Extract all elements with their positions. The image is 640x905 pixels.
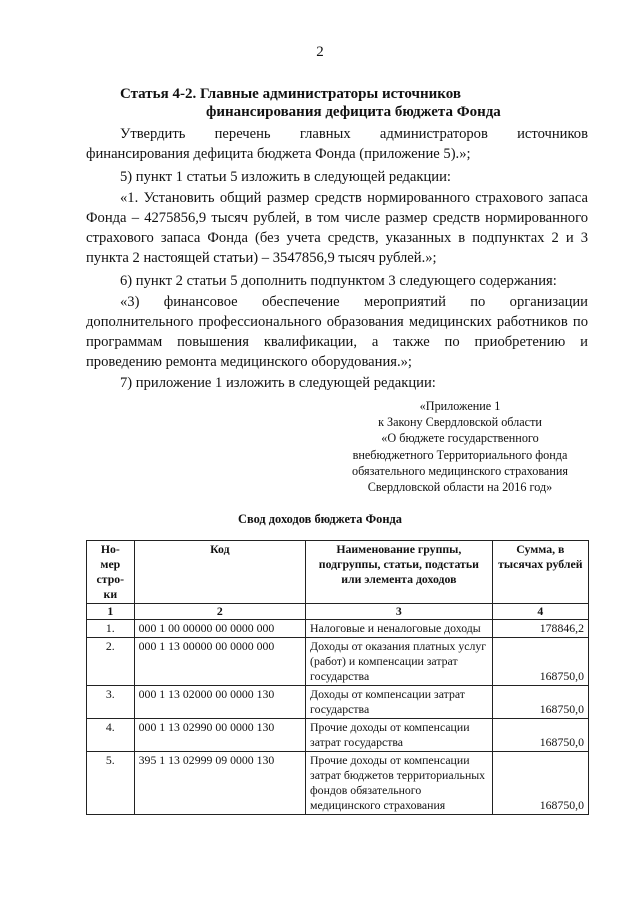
- header-name: Наименование группы, подгруппы, статьи, подстатьи или элемента доходов: [306, 541, 493, 604]
- row-sum: 168750,0: [492, 719, 588, 752]
- row-code: 395 1 13 02999 09 0000 130: [134, 752, 305, 815]
- row-sum: 168750,0: [492, 638, 588, 686]
- paragraph-5: «3) финансовое обеспечение мероприятий по организации дополнительного профессионального образования медицинских работников по программам повышения квалификации, а также по приобретению и проведению ремонта медицинского оборудования.»;: [86, 294, 588, 370]
- table-header-row: [87, 541, 589, 604]
- header-code: Код: [134, 541, 305, 604]
- row-number: 2.: [87, 638, 135, 686]
- row-sum: 168750,0: [492, 752, 588, 815]
- row-code: 000 1 13 02000 00 0000 130: [134, 686, 305, 719]
- row-name: Доходы от компенсации затрат государства: [306, 686, 493, 719]
- row-code: 000 1 00 00000 00 0000 000: [134, 620, 305, 638]
- row-number: 5.: [87, 752, 135, 815]
- row-number: 1.: [87, 620, 135, 638]
- table-row: [87, 638, 589, 686]
- row-name: Прочие доходы от компенсации затрат бюджетов территориальных фондов обязательного медицинского страхования: [306, 752, 493, 815]
- row-name: Налоговые и неналоговые доходы: [306, 620, 493, 638]
- paragraph-2: 5) пункт 1 статьи 5 изложить в следующей редакции:: [120, 169, 451, 185]
- article-heading: [120, 85, 501, 121]
- paragraph-3: «1. Установить общий размер средств нормированного страхового запаса Фонда – 4275856,9 тысяч рублей, в том числе размер средств нормированного страхового запаса Фонда (без учета средств, указанных в подпунктах 2 и 3 пункта 2 настоящей статьи) – 3547856,9 тысяч рублей.»;: [86, 190, 588, 266]
- paragraph-6: 7) приложение 1 изложить в следующей редакции:: [120, 375, 436, 391]
- paragraph-4: 6) пункт 2 статьи 5 дополнить подпунктом 3 следующего содержания:: [120, 273, 557, 289]
- row-sum: 168750,0: [492, 686, 588, 719]
- row-sum: 178846,2: [492, 620, 588, 638]
- row-code: 000 1 13 00000 00 0000 000: [134, 638, 305, 686]
- row-name: Доходы от оказания платных услуг (работ) и компенсации затрат государства: [306, 638, 493, 686]
- paragraph-1: Утвердить перечень главных администраторов источников финансирования дефицита бюджета Фонда (приложение 5).»;: [86, 126, 588, 162]
- appendix-reference: «Приложение 1 к Закону Свердловской области «О бюджете государственного внебюджетного Территориального фонда обязательного медицинского страхования Свердловской области на 2016 год»: [352, 399, 568, 495]
- article-heading-line-2: финансирования дефицита бюджета Фонда: [206, 104, 501, 120]
- table-row: [87, 620, 589, 638]
- header-row-number: Но-мер стро-ки: [87, 541, 135, 604]
- table-row: [87, 752, 589, 815]
- article-heading-line-1: Статья 4-2. Главные администраторы источников: [120, 86, 461, 102]
- revenue-table: [86, 540, 589, 815]
- header-sum: Сумма, в тысячах рублей: [492, 541, 588, 604]
- row-code: 000 1 13 02990 00 0000 130: [134, 719, 305, 752]
- table-title: Свод доходов бюджета Фонда: [238, 512, 402, 526]
- row-name: Прочие доходы от компенсации затрат государства: [306, 719, 493, 752]
- table-row: [87, 686, 589, 719]
- table-index-row: 1 2 3 4: [87, 604, 589, 620]
- table-row: [87, 719, 589, 752]
- row-number: 4.: [87, 719, 135, 752]
- row-number: 3.: [87, 686, 135, 719]
- page-number: 2: [316, 44, 324, 60]
